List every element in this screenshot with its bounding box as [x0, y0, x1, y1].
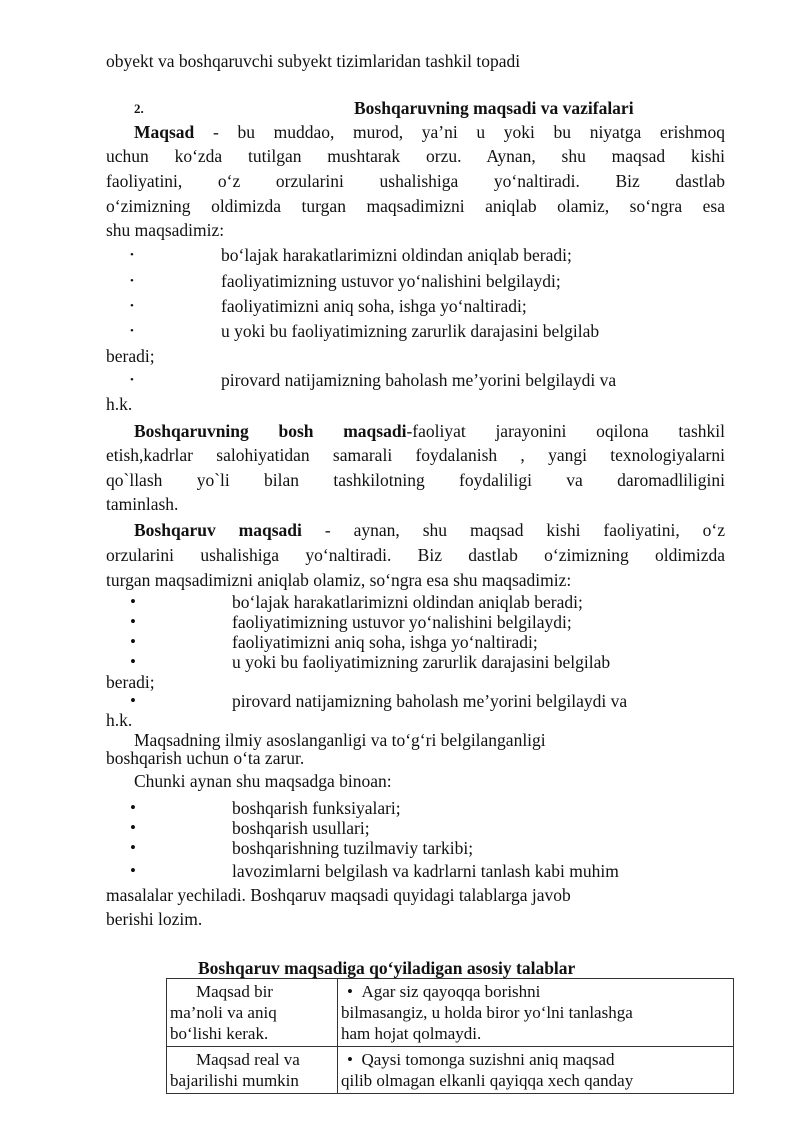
cell-text: Maqsad real va — [196, 1050, 300, 1069]
bold-term: Maqsad — [134, 122, 195, 142]
text-line — [134, 420, 725, 442]
bullet-icon: • — [130, 652, 136, 671]
cell-text: ma’noli va aniq — [170, 1003, 277, 1022]
list-item: boshqarish funksiyalari; — [232, 798, 401, 818]
list-item: boshqarishning tuzilmaviy tarkibi; — [232, 838, 474, 858]
list-item: pirovard natijamizning baholash me’yorini belgilaydi va — [232, 691, 628, 711]
cell-text: qilib olmagan elkanli qayiqqa xech qanday — [341, 1071, 634, 1090]
bullet-icon: • — [130, 249, 134, 261]
text-line: obyekt va boshqaruvchi subyekt tizimlaridan tashkil topadi — [106, 51, 521, 71]
bullet-icon: • — [130, 612, 136, 631]
list-item: bo‘lajak harakatlarimizni oldindan aniqlab beradi; — [221, 245, 572, 265]
section-number: 2. — [134, 101, 144, 116]
list-item: boshqarish usullari; — [232, 818, 370, 838]
cell-text — [341, 981, 730, 1002]
bullet-icon: • — [130, 798, 136, 817]
cell-text: Maqsad bir — [196, 982, 273, 1001]
cell-text: Qaysi tomonga suzishni aniq maqsad — [361, 1050, 615, 1069]
text-span: - bu muddao, murod, ya’ni u yoki bu niyatga erishmoq — [194, 122, 725, 142]
bullet-icon: • — [130, 861, 136, 880]
requirements-table — [166, 978, 734, 1094]
list-item: faoliyatimizni aniq soha, ishga yo‘naltiradi; — [221, 296, 527, 316]
text-span: -faoliyat jarayonini oqilona tashkil — [406, 421, 725, 441]
text-line: uchun ko‘zda tutilgan mushtarak orzu. Aynan, shu maqsad kishi — [106, 146, 725, 166]
text-line: Maqsadning ilmiy asoslanganligi va to‘g‘ri belgilanganligi — [134, 730, 546, 750]
text-line: taminlash. — [106, 494, 179, 514]
table-cell — [167, 979, 338, 1047]
text-line: h.k. — [106, 710, 133, 730]
list-item: bo‘lajak harakatlarimizni oldindan aniqlab beradi; — [232, 592, 583, 612]
bullet-icon: • — [130, 325, 134, 337]
bullet-icon: • — [130, 818, 136, 837]
list-item: u yoki bu faoliyatimizning zarurlik darajasini belgilab — [221, 321, 600, 341]
list-item: faoliyatimizning ustuvor yo‘nalishini belgilaydi; — [232, 612, 572, 632]
section-heading: Boshqaruvning maqsadi va vazifalari — [354, 98, 634, 118]
text-line — [134, 519, 725, 541]
table-cell — [167, 1047, 338, 1094]
bullet-icon: • — [130, 300, 134, 312]
bullet-icon: • — [130, 838, 136, 857]
text-line: masalalar yechiladi. Boshqaruv maqsadi quyidagi talablarga javob — [106, 885, 571, 905]
list-item: lavozimlarni belgilash va kadrlarni tanlash kabi muhim — [232, 861, 619, 881]
bullet-icon: • — [130, 691, 136, 710]
bold-term: Boshqaruv maqsadi — [134, 520, 302, 540]
table-title: Boshqaruv maqsadiga qo‘yiladigan asosiy talablar — [198, 958, 576, 978]
table-row — [167, 979, 734, 1047]
table-row — [167, 1047, 734, 1094]
text-line: beradi; — [106, 672, 155, 692]
text-line: beradi; — [106, 346, 155, 366]
text-span: - aynan, shu maqsad kishi faoliyatini, o‘z — [301, 520, 725, 540]
cell-text: Agar siz qayoqqa borishni — [361, 982, 541, 1001]
cell-text — [341, 1049, 730, 1070]
list-item: u yoki bu faoliyatimizning zarurlik darajasini belgilab — [232, 652, 611, 672]
table-cell — [338, 1047, 734, 1094]
cell-text: bajarilishi mumkin — [170, 1071, 299, 1090]
cell-text: bo‘lishi kerak. — [170, 1024, 269, 1043]
bold-term: Boshqaruvning bosh maqsadi — [134, 421, 407, 441]
list-item: faoliyatimizning ustuvor yo‘nalishini belgilaydi; — [221, 271, 561, 291]
text-line: o‘zimizning oldimizda turgan maqsadimizni aniqlab olamiz, so‘ngra esa — [106, 196, 725, 216]
text-line: berishi lozim. — [106, 909, 203, 929]
cell-text: bilmasangiz, u holda biror yo‘lni tanlashga — [341, 1003, 633, 1022]
text-line: orzularini ushalishiga yo‘naltiradi. Biz dastlab o‘zimizning oldimizda — [106, 545, 725, 565]
text-line: h.k. — [106, 394, 133, 414]
text-line — [134, 121, 725, 143]
bullet-icon: • — [130, 632, 136, 651]
text-line: boshqarish uchun o‘ta zarur. — [106, 748, 305, 768]
bullet-icon: • — [130, 592, 136, 611]
bullet-icon: • — [347, 982, 353, 1001]
text-line: faoliyatini, o‘z orzularini ushalishiga yo‘naltiradi. Biz dastlab — [106, 171, 725, 191]
cell-text: ham hojat qolmaydi. — [341, 1024, 482, 1043]
table-cell — [338, 979, 734, 1047]
bullet-icon: • — [347, 1050, 353, 1069]
list-item: pirovard natijamizning baholash me’yorini belgilaydi va — [221, 370, 617, 390]
text-line: turgan maqsadimizni aniqlab olamiz, so‘ngra esa shu maqsadimiz: — [106, 570, 572, 590]
bullet-icon: • — [130, 275, 134, 287]
text-line: qo`llash yo`li bilan tashkilotning foydaliligi va daromadliligini — [106, 470, 725, 490]
text-line: Chunki aynan shu maqsadga binoan: — [134, 771, 392, 791]
bullet-icon: • — [130, 374, 134, 386]
text-line: shu maqsadimiz: — [106, 220, 225, 240]
text-line: etish,kadrlar salohiyatidan samarali foydalanish , yangi texnologiyalarni — [106, 445, 725, 465]
list-item: faoliyatimizni aniq soha, ishga yo‘naltiradi; — [232, 632, 538, 652]
